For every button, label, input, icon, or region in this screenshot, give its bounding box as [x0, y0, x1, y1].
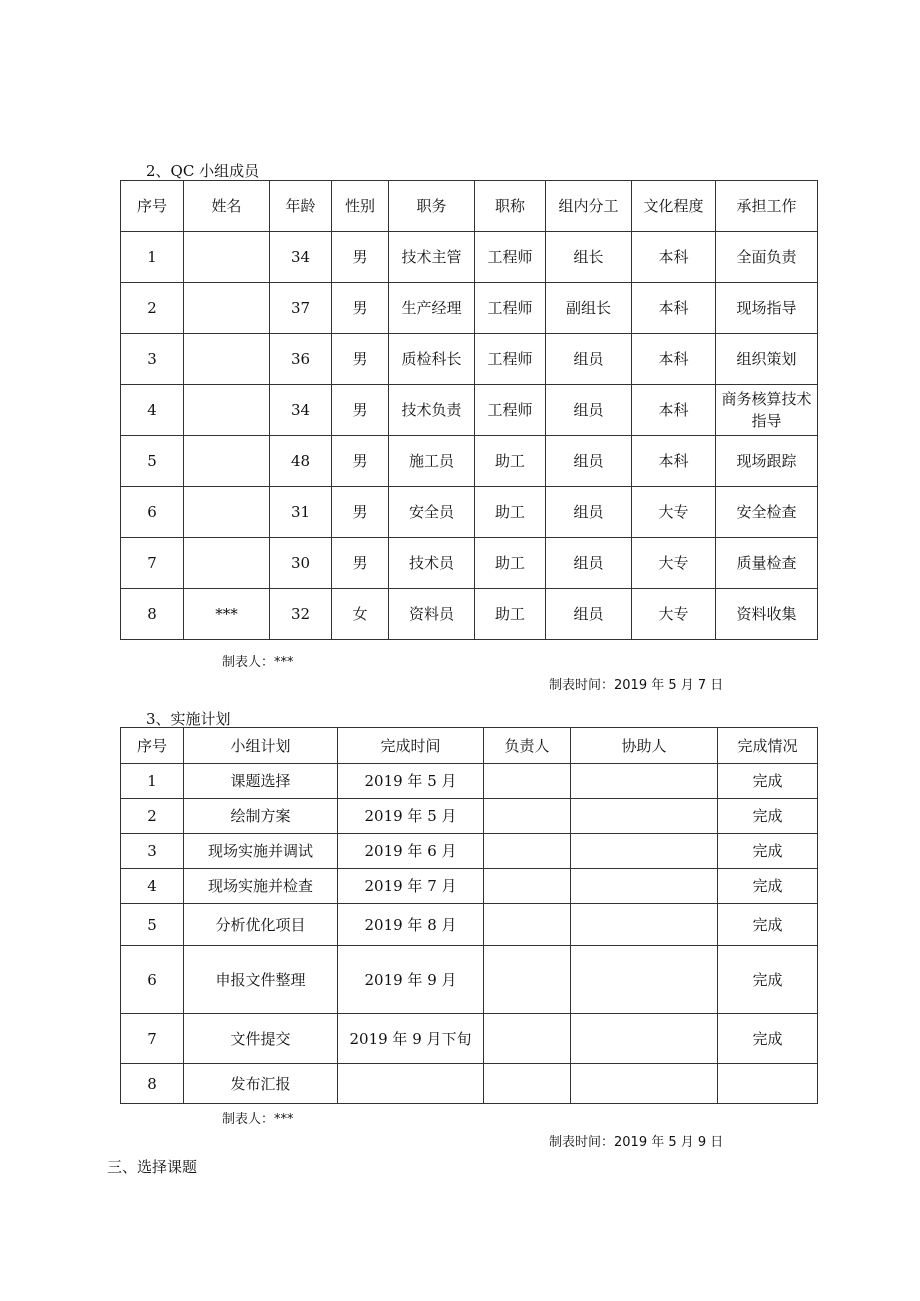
table-row: [121, 834, 818, 869]
table-row: [121, 946, 818, 1014]
table-row: [121, 487, 818, 538]
header-cell: 性别: [332, 181, 389, 232]
table-cell: 男: [332, 232, 389, 283]
members-table: [120, 180, 818, 640]
table-cell: 大专: [632, 589, 716, 640]
table-cell: 大专: [632, 487, 716, 538]
table-row: [121, 764, 818, 799]
table-cell: 男: [332, 487, 389, 538]
table-cell: 大专: [632, 538, 716, 589]
header-cell: 序号: [121, 728, 184, 764]
table-row: [121, 538, 818, 589]
table-cell: 37: [270, 283, 332, 334]
table-cell: 本科: [632, 283, 716, 334]
header-cell: 文化程度: [632, 181, 716, 232]
table-row: [121, 334, 818, 385]
header-cell: 姓名: [184, 181, 270, 232]
plan-prepared-date: 制表时间：2019 年 5 月 9 日: [549, 1135, 724, 1150]
table-cell: 1: [121, 764, 184, 799]
table-cell: [484, 834, 571, 869]
table-cell: 发布汇报: [184, 1064, 338, 1104]
table-cell: 组员: [546, 538, 632, 589]
table-cell: 安全员: [389, 487, 475, 538]
table-cell: 3: [121, 334, 184, 385]
table-cell: 4: [121, 869, 184, 904]
table-cell: 安全检查: [716, 487, 818, 538]
table-cell: 男: [332, 436, 389, 487]
table-cell: 3: [121, 834, 184, 869]
table-cell: 32: [270, 589, 332, 640]
table-cell: 本科: [632, 334, 716, 385]
members-prepared-by: 制表人：***: [222, 655, 294, 670]
table-cell: 8: [121, 1064, 184, 1104]
table-cell: 申报文件整理: [184, 946, 338, 1014]
table-cell: [484, 904, 571, 946]
table-cell: 7: [121, 1014, 184, 1064]
table-cell: [184, 385, 270, 436]
plan-table: [120, 727, 818, 1104]
table-cell: 2019 年 5 月: [338, 764, 484, 799]
table-cell: 本科: [632, 385, 716, 436]
table-cell: 组织策划: [716, 334, 818, 385]
table-cell: 1: [121, 232, 184, 283]
table-cell: 组员: [546, 487, 632, 538]
header-cell: 协助人: [571, 728, 718, 764]
table-row: [121, 589, 818, 640]
table-row: [121, 799, 818, 834]
members-heading: 2、QC 小组成员: [146, 162, 260, 180]
table-cell: 商务核算技术指导: [716, 385, 818, 436]
table-cell: 5: [121, 904, 184, 946]
table-cell: 施工员: [389, 436, 475, 487]
table-cell: 完成: [718, 904, 818, 946]
table-cell: 工程师: [475, 334, 546, 385]
table-cell: 组员: [546, 436, 632, 487]
table-cell: 8: [121, 589, 184, 640]
header-cell: 序号: [121, 181, 184, 232]
table-cell: 助工: [475, 538, 546, 589]
header-cell: 职称: [475, 181, 546, 232]
header-cell: 年龄: [270, 181, 332, 232]
header-cell: 完成时间: [338, 728, 484, 764]
table-cell: 工程师: [475, 232, 546, 283]
header-cell: 职务: [389, 181, 475, 232]
table-cell: 2019 年 9 月下旬: [338, 1014, 484, 1064]
table-cell: 2019 年 9 月: [338, 946, 484, 1014]
table-cell: 质检科长: [389, 334, 475, 385]
table-cell: [484, 764, 571, 799]
table-cell: [718, 1064, 818, 1104]
table-cell: 2: [121, 283, 184, 334]
table-cell: 资料员: [389, 589, 475, 640]
table-cell: [571, 1014, 718, 1064]
next-section-heading: 三、选择课题: [107, 1158, 198, 1176]
table-cell: 现场指导: [716, 283, 818, 334]
table-cell: [571, 1064, 718, 1104]
table-cell: 本科: [632, 436, 716, 487]
table-cell: 工程师: [475, 283, 546, 334]
table-cell: [484, 799, 571, 834]
table-cell: 组员: [546, 334, 632, 385]
header-cell: 组内分工: [546, 181, 632, 232]
table-cell: ***: [184, 589, 270, 640]
table-cell: 36: [270, 334, 332, 385]
table-cell: 绘制方案: [184, 799, 338, 834]
table-cell: 31: [270, 487, 332, 538]
table-cell: 6: [121, 487, 184, 538]
table-cell: 文件提交: [184, 1014, 338, 1064]
header-cell: 承担工作: [716, 181, 818, 232]
table-cell: [571, 764, 718, 799]
table-cell: 副组长: [546, 283, 632, 334]
table-cell: 分析优化项目: [184, 904, 338, 946]
table-cell: 6: [121, 946, 184, 1014]
table-cell: [484, 1014, 571, 1064]
table-cell: [184, 538, 270, 589]
table-cell: [571, 869, 718, 904]
table-cell: 男: [332, 385, 389, 436]
table-row: [121, 904, 818, 946]
table-cell: 助工: [475, 589, 546, 640]
table-row: [121, 869, 818, 904]
table-cell: [184, 436, 270, 487]
table-cell: [338, 1064, 484, 1104]
header-row: [121, 728, 818, 764]
table-row: [121, 1064, 818, 1104]
table-cell: 30: [270, 538, 332, 589]
table-cell: 现场实施并检查: [184, 869, 338, 904]
table-cell: [571, 834, 718, 869]
table-cell: 完成: [718, 869, 818, 904]
table-cell: 2019 年 6 月: [338, 834, 484, 869]
table-cell: 本科: [632, 232, 716, 283]
header-row: [121, 181, 818, 232]
header-cell: 完成情况: [718, 728, 818, 764]
table-cell: 技术负责: [389, 385, 475, 436]
table-cell: 34: [270, 232, 332, 283]
table-row: [121, 385, 818, 436]
table-cell: 技术员: [389, 538, 475, 589]
table-cell: [184, 487, 270, 538]
table-cell: [571, 904, 718, 946]
table-cell: 2019 年 8 月: [338, 904, 484, 946]
table-cell: 男: [332, 283, 389, 334]
table-cell: 技术主管: [389, 232, 475, 283]
table-cell: 48: [270, 436, 332, 487]
table-cell: 完成: [718, 834, 818, 869]
table-row: [121, 232, 818, 283]
table-cell: 资料收集: [716, 589, 818, 640]
table-cell: 男: [332, 334, 389, 385]
table-cell: 组员: [546, 589, 632, 640]
table-cell: [184, 232, 270, 283]
table-cell: 女: [332, 589, 389, 640]
table-cell: 2: [121, 799, 184, 834]
table-cell: 助工: [475, 436, 546, 487]
table-cell: 34: [270, 385, 332, 436]
header-cell: 小组计划: [184, 728, 338, 764]
table-cell: 5: [121, 436, 184, 487]
header-cell: 负责人: [484, 728, 571, 764]
plan-heading: 3、实施计划: [146, 710, 231, 728]
table-cell: 完成: [718, 764, 818, 799]
table-cell: 组员: [546, 385, 632, 436]
table-cell: [184, 334, 270, 385]
plan-prepared-by: 制表人：***: [222, 1112, 294, 1127]
table-cell: 4: [121, 385, 184, 436]
table-cell: 课题选择: [184, 764, 338, 799]
table-cell: 2019 年 5 月: [338, 799, 484, 834]
table-cell: [571, 946, 718, 1014]
table-cell: [484, 869, 571, 904]
table-cell: 助工: [475, 487, 546, 538]
table-cell: 现场实施并调试: [184, 834, 338, 869]
table-row: [121, 1014, 818, 1064]
table-cell: 工程师: [475, 385, 546, 436]
table-row: [121, 283, 818, 334]
table-cell: 现场跟踪: [716, 436, 818, 487]
table-cell: 组长: [546, 232, 632, 283]
table-cell: 生产经理: [389, 283, 475, 334]
table-cell: 男: [332, 538, 389, 589]
table-row: [121, 436, 818, 487]
table-cell: 完成: [718, 799, 818, 834]
table-cell: 完成: [718, 946, 818, 1014]
table-cell: [184, 283, 270, 334]
table-cell: 7: [121, 538, 184, 589]
table-cell: [484, 1064, 571, 1104]
table-cell: [484, 946, 571, 1014]
table-cell: 完成: [718, 1014, 818, 1064]
members-prepared-date: 制表时间：2019 年 5 月 7 日: [549, 678, 724, 693]
table-cell: 质量检查: [716, 538, 818, 589]
table-cell: 2019 年 7 月: [338, 869, 484, 904]
table-cell: 全面负责: [716, 232, 818, 283]
table-cell: [571, 799, 718, 834]
